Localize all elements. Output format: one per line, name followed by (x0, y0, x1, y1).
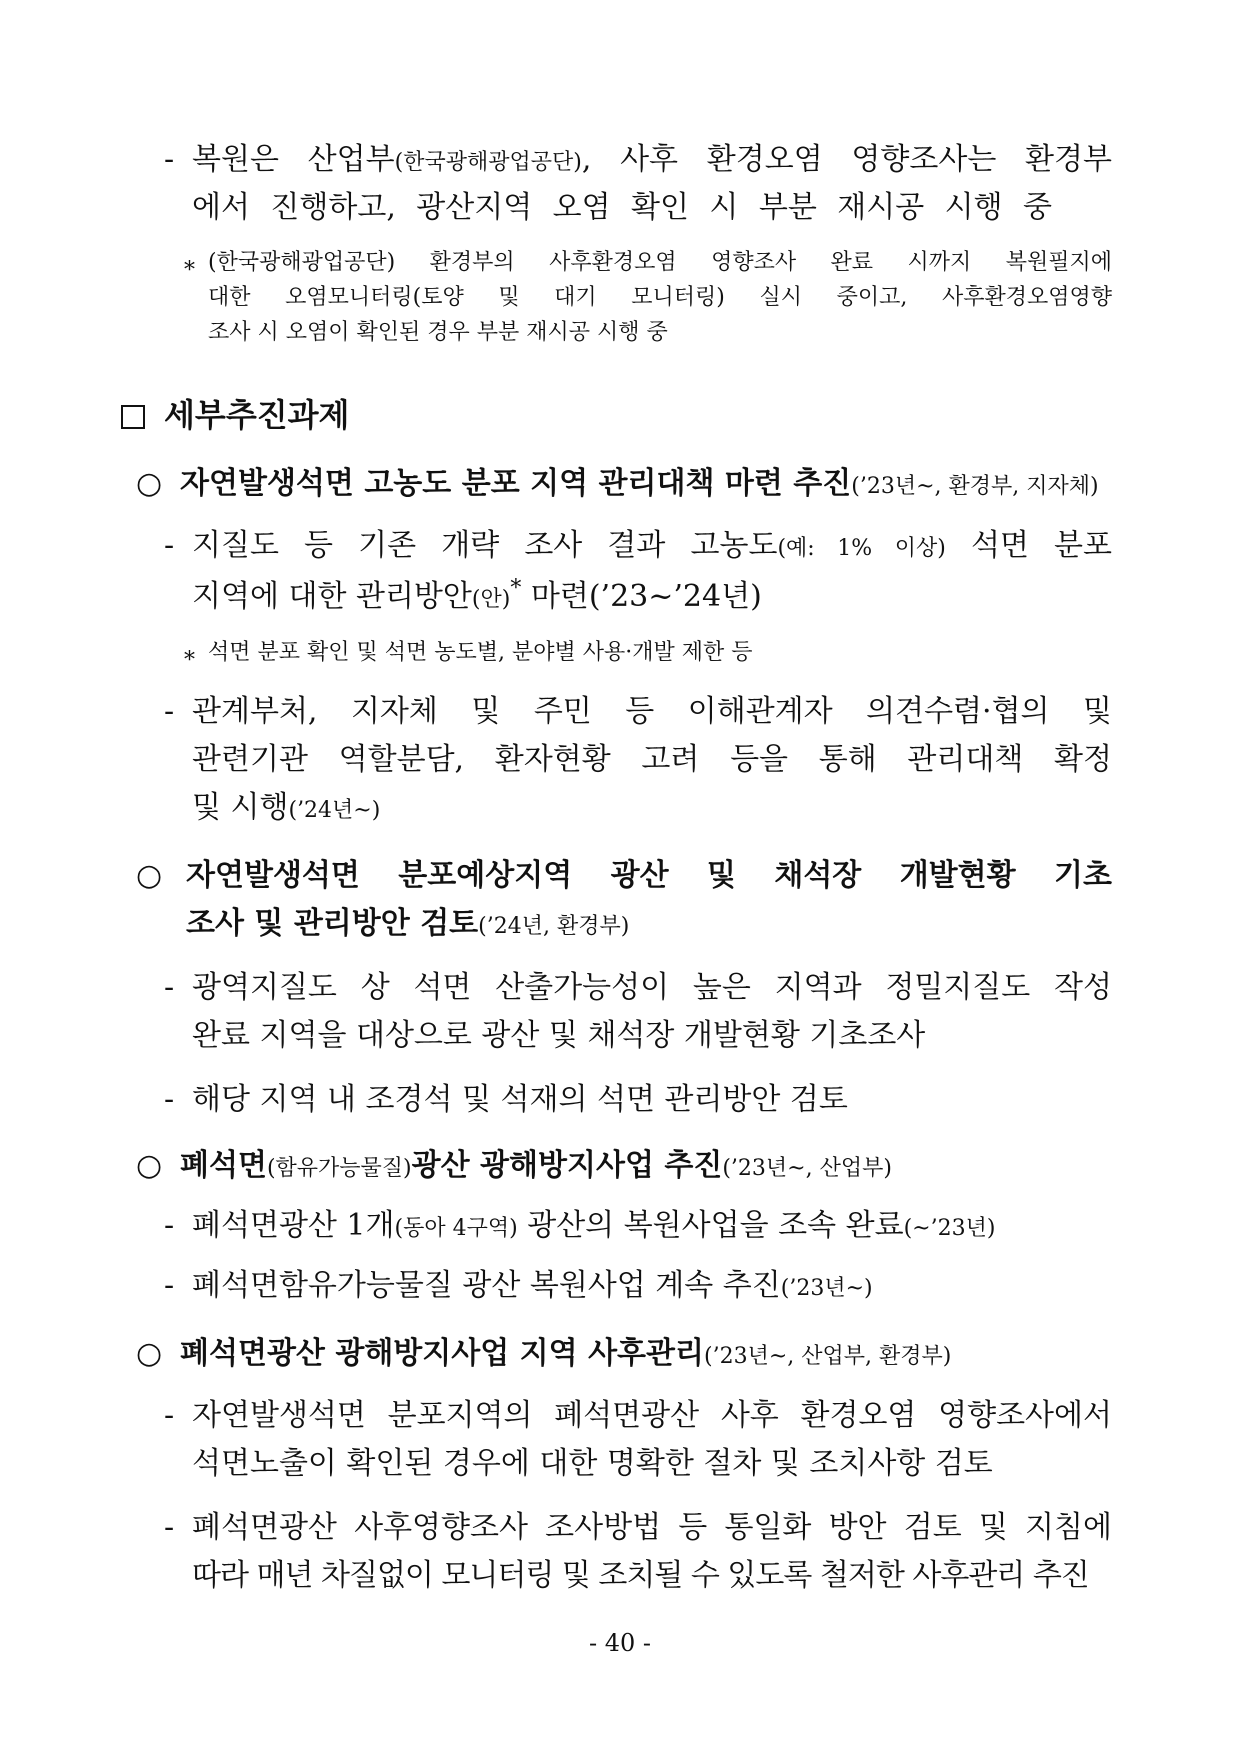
task1-item1-text-a: 지질도 등 기존 개략 조사 결과 고농도 (192, 528, 778, 563)
task1-bullet: ○ (136, 466, 163, 501)
task2-title-line-2 (186, 906, 629, 942)
intro-note-mark: * (184, 258, 195, 283)
task3-item1-text-a: 폐석면광산 1개 (192, 1208, 395, 1243)
task1-item2-text: 및 시행 (192, 790, 289, 825)
task3-item2-dash: - (164, 1268, 175, 1303)
task3-title-c: 광산 광해방지사업 추진 (411, 1148, 723, 1183)
task2-title-line-1: 자연발생석면 분포예상지역 광산 및 채석장 개발현황 기초 (186, 858, 1112, 893)
task1-item2-line-3 (192, 790, 380, 826)
task1-note-mark: * (184, 648, 195, 673)
task4-item2-line-2: 따라 매년 차질없이 모니터링 및 조치될 수 있도록 철저한 사후관리 추진 (192, 1558, 1089, 1593)
intro-line-1 (192, 142, 1112, 178)
intro-line-2: 에서 진행하고, 광산지역 오염 확인 시 부분 재시공 시행 중 (192, 190, 1052, 225)
task4-title: 폐석면광산 광해방지사업 지역 사후관리 (180, 1336, 704, 1371)
task4-item1-dash: - (164, 1398, 175, 1433)
task1-note-text: 석면 분포 확인 및 석면 농도별, 분야별 사용·개발 제한 등 (208, 640, 753, 665)
task1-item1-draft: (안) (471, 587, 511, 612)
task3-title-b: (함유가능물질) (266, 1156, 412, 1181)
task2-meta: (’24년, 환경부) (478, 914, 630, 939)
task3-item2-line (192, 1268, 873, 1304)
task2-item1-line-1: 광역지질도 상 석면 산출가능성이 높은 지역과 정밀지질도 작성 (192, 970, 1112, 1005)
task4-item2-dash: - (164, 1510, 175, 1545)
task4-item2-line-1: 폐석면광산 사후영향조사 조사방법 등 통일화 방안 검토 및 지침에 (192, 1510, 1112, 1545)
task4-meta: (’23년~, 산업부, 환경부) (704, 1344, 952, 1369)
task4-bullet: ○ (136, 1336, 163, 1371)
task2-item2-line: 해당 지역 내 조경석 및 석재의 석면 관리방안 검토 (192, 1082, 848, 1117)
task4-title-line (180, 1336, 951, 1372)
intro-note-line-3: 조사 시 오염이 확인된 경우 부분 재시공 시행 중 (208, 320, 668, 345)
task3-item2-text: 폐석면함유가능물질 광산 복원사업 계속 추진 (192, 1268, 781, 1303)
task1-item1-footnote-mark: * (510, 576, 522, 601)
task3-item1-line (192, 1208, 995, 1244)
section-checkbox-icon (121, 405, 145, 429)
task2-title-2: 조사 및 관리방안 검토 (186, 906, 479, 941)
intro-note-line-1: (한국광해광업공단) 환경부의 사후환경오염 영향조사 완료 시까지 복원필지에 (208, 250, 1112, 275)
task1-item1-example: (예: 1% 이상) (777, 536, 946, 561)
task2-item1-dash: - (164, 970, 175, 1005)
task3-title-line (180, 1148, 892, 1184)
task2-item2-dash: - (164, 1082, 175, 1117)
page-number: - 40 - (588, 1629, 651, 1657)
intro-agency: (한국광해광업공단) (394, 150, 582, 175)
task1-item1-dash: - (164, 528, 175, 563)
task1-title-line (180, 466, 1099, 502)
task1-item1-text-d: 지역에 대한 관리방안 (192, 579, 472, 614)
task1-item2-period: (’24년~) (288, 798, 381, 823)
intro-text-c: , 사후 환경오염 영향조사는 환경부 (581, 142, 1113, 177)
intro-note-line-2: 대한 오염모니터링(토양 및 대기 모니터링) 실시 중이고, 사후환경오염영향 (208, 285, 1112, 310)
task1-item1-text-c: 석면 분포 (945, 528, 1113, 563)
task2-item1-line-2: 완료 지역을 대상으로 광산 및 채석장 개발현황 기초조사 (192, 1018, 926, 1053)
task4-item1-line-1: 자연발생석면 분포지역의 폐석면광산 사후 환경오염 영향조사에서 (192, 1398, 1112, 1433)
task3-title-a: 폐석면 (180, 1148, 267, 1183)
task3-item1-text-c: 광산의 복원사업을 조속 완료 (517, 1208, 904, 1243)
intro-text-a: 복원은 산업부 (192, 142, 395, 177)
task1-title: 자연발생석면 고농도 분포 지역 관리대책 마련 추진 (180, 466, 852, 501)
task3-meta: (’23년~, 산업부) (722, 1156, 892, 1181)
task1-item1-line-2 (192, 576, 762, 615)
task1-item2-dash: - (164, 694, 175, 729)
task1-item2-line-2: 관련기관 역할분담, 환자현황 고려 등을 통해 관리대책 확정 (192, 742, 1112, 777)
task1-meta: (’23년~, 환경부, 지자체) (851, 474, 1099, 499)
intro-dash: - (164, 142, 175, 177)
task3-bullet: ○ (136, 1148, 163, 1183)
task3-item1-area: (동아 4구역) (394, 1216, 518, 1241)
task1-item2-line-1: 관계부처, 지자체 및 주민 등 이해관계자 의견수렴·협의 및 (192, 694, 1112, 729)
task3-item1-dash: - (164, 1208, 175, 1243)
task1-item1-text-e: 마련(’23~’24년) (521, 579, 762, 614)
section-title: 세부추진과제 (164, 396, 350, 434)
task3-item2-period: (’23년~) (780, 1276, 873, 1301)
task1-item1-line-1 (192, 528, 1112, 564)
task2-bullet: ○ (136, 858, 163, 893)
task3-item1-period: (~’23년) (903, 1216, 996, 1241)
task4-item1-line-2: 석면노출이 확인된 경우에 대한 명확한 절차 및 조치사항 검토 (192, 1446, 993, 1481)
